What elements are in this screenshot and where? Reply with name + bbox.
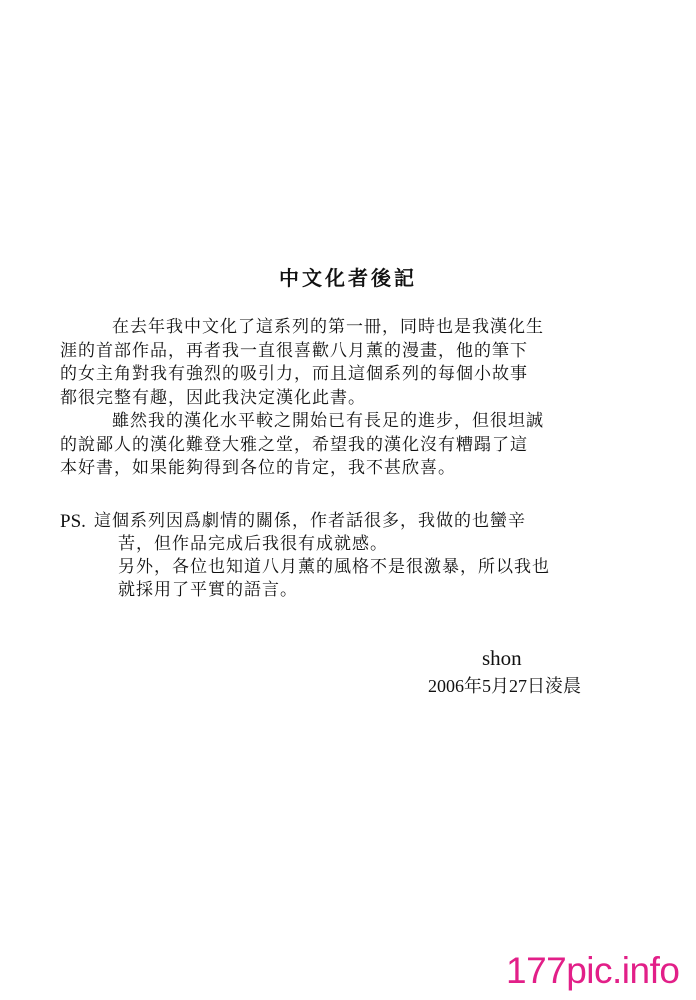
watermark: 177pic.info	[506, 950, 680, 991]
ps-line: 苦，但作品完成后我很有成就感。	[118, 534, 388, 554]
date-line: 2006年5月27日淩晨	[428, 676, 581, 696]
ps-line: 這個系列因爲劇情的關係，作者話很多，我做的也蠻辛	[94, 511, 526, 531]
paragraph-line: 在去年我中文化了這系列的第一冊，同時也是我漢化生	[112, 317, 544, 337]
paragraph-1	[60, 316, 650, 410]
paragraph-2	[60, 410, 650, 481]
ps-line: 就採用了平實的語言。	[118, 580, 298, 600]
page-title: 中文化者後記	[279, 266, 417, 290]
ps-line: 另外，各位也知道八月薰的風格不是很激暴，所以我也	[118, 557, 550, 577]
paragraph-line: 涯的首部作品，再者我一直很喜歡八月薰的漫畫，他的筆下	[60, 340, 528, 361]
signature: shon	[482, 646, 522, 670]
paragraph-line: 的女主角對我有強烈的吸引力，而且這個系列的每個小故事	[60, 364, 528, 384]
paragraph-line: 都很完整有趣，因此我決定漢化此書。	[60, 387, 366, 408]
ps-text	[94, 510, 550, 602]
ps-label: PS.	[60, 511, 86, 532]
paragraph-line: 本好書，如果能夠得到各位的肯定，我不甚欣喜。	[60, 458, 456, 478]
paragraph-line: 雖然我的漢化水平較之開始已有長足的進步，但很坦誠	[112, 411, 544, 431]
paragraph-line: 的說鄙人的漢化難登大雅之堂，希望我的漢化沒有糟蹋了這	[60, 434, 528, 455]
